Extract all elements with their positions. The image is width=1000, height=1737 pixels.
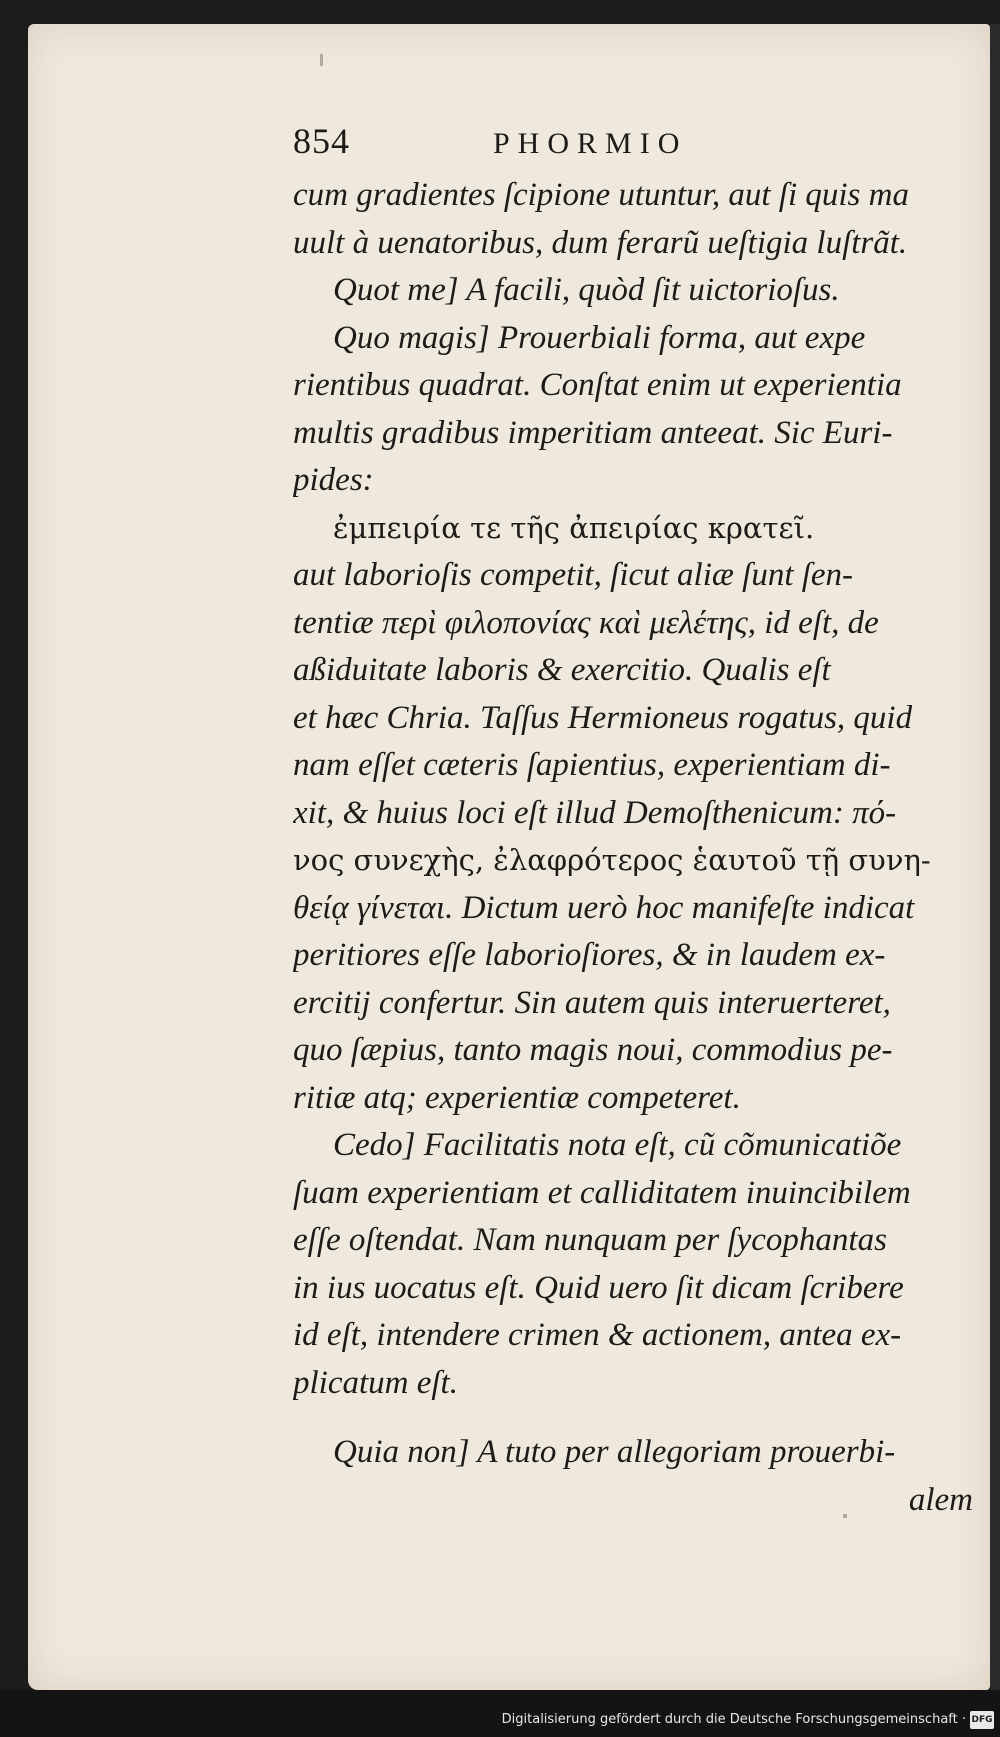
text-line: plicatum eſt. — [293, 1364, 458, 1401]
text-line: Quo magis] Prouerbiali forma, aut expe — [333, 319, 866, 356]
text-line: xit, & huius loci eſt illud Demoſthenicum: πό- — [293, 794, 897, 831]
text-line: pides: — [293, 462, 374, 498]
text-line: Cedo] Facilitatis nota eſt, cũ cõmunicatiõe — [333, 1127, 902, 1163]
page-number: 854 — [293, 121, 350, 161]
text-line: rientibus quadrat. Conſtat enim ut experientia — [293, 367, 902, 403]
text-line: aßiduitate laboris & exercitio. Qualis eſt — [293, 652, 831, 688]
text-line: in ius uocatus eſt. Quid uero ſit dicam ſcribere — [293, 1269, 904, 1306]
text-line: tentiæ περὶ φιλοπονίας καὶ μελέτης, id eſt, de — [293, 604, 879, 641]
catchword: alem — [908, 1481, 973, 1518]
text-line: Quot me] A facili, quòd ſit uictorioſus. — [333, 272, 840, 308]
text-line: aut laborioſis competit, ſicut aliæ ſunt ſen- — [293, 557, 854, 593]
dfg-logo: DFG — [970, 1711, 994, 1729]
page-text — [293, 120, 973, 1524]
paper-speck — [320, 54, 323, 66]
text-line: id eſt, intendere crimen & actionem, antea ex- — [293, 1317, 902, 1353]
text-line: peritiores eſſe laborioſiores, & in laudem ex- — [293, 937, 886, 973]
text-line: uult à uenatoribus, dum ferarũ ueſtigia luſtrãt. — [293, 224, 908, 261]
digitization-credit: Digitalisierung gefördert durch die Deutsche Forschungsgemeinschaft · — [501, 1712, 966, 1727]
text-line: Quia non] A tuto per allegoriam prouerbi- — [333, 1434, 896, 1470]
running-head — [293, 120, 973, 172]
greek-quote-line: νος συνεχὴς, ἐλαφρότερος ἑαυτοῦ τῇ συνη- — [293, 843, 931, 877]
text-line: eſſe oſtendat. Nam nunquam per ſycophantas — [293, 1222, 887, 1258]
text-line: et hæc Chria. Taſſus Hermioneus rogatus, quid — [293, 699, 913, 736]
page-edge — [990, 24, 1000, 1690]
text-line: cum gradientes ſcipione utuntur, aut ſi quis ma — [293, 177, 909, 213]
running-title: PHORMIO — [493, 127, 688, 160]
text-line: quo ſæpius, tanto magis noui, commodius pe- — [293, 1032, 893, 1068]
text-line: multis gradibus imperitiam anteeat. Sic Euri- — [293, 414, 893, 451]
text-line: ſuam experientiam et calliditatem inuincibilem — [293, 1174, 911, 1211]
text-line: ercitij confertur. Sin autem quis interuerteret, — [293, 984, 891, 1021]
text-line: θείᾳ γίνεται. Dictum uerò hoc manifeſte indicat — [293, 889, 915, 926]
greek-quote-line: ἐμπειρία τε τῆς ἀπειρίας κρατεῖ. — [333, 510, 815, 545]
paragraph-gap — [293, 1407, 973, 1429]
text-line: nam eſſet cæteris ſapientius, experientiam di- — [293, 747, 891, 783]
text-line: ritiæ atq; experientiæ competeret. — [293, 1079, 741, 1116]
